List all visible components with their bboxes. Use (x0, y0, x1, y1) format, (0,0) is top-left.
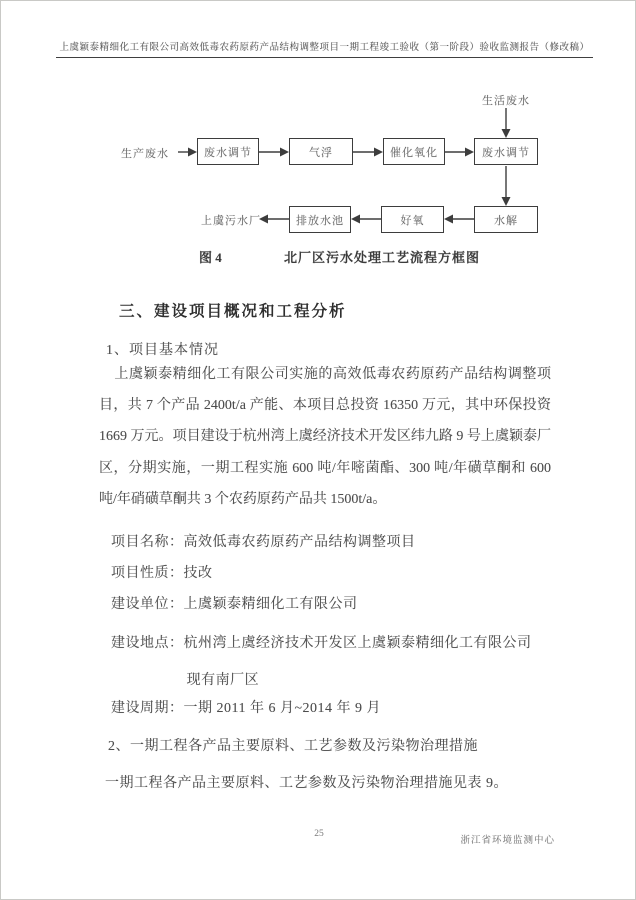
item-label: 建设地点： (111, 636, 184, 651)
item-label: 建设周期： (111, 701, 184, 716)
wastewater-process-flowchart (1, 86, 636, 246)
project-item-name (111, 531, 416, 551)
item-value: 高效低毒农药原药产品结构调整项目 (183, 535, 416, 550)
project-item-schedule (111, 697, 381, 717)
item-value: 技改 (183, 566, 213, 581)
page-number: 25 (314, 829, 324, 839)
item-label: 项目名称： (111, 535, 184, 550)
label-domestic-wastewater: 生活废水 (482, 95, 530, 107)
flowchart-box-discharge-pool: 排放水池 (289, 206, 351, 233)
label-destination-sewage-plant: 上虞污水厂 (201, 215, 261, 227)
item-label: 建设单位： (111, 597, 184, 612)
subsection-2-paragraph: 一期工程各产品主要原料、工艺参数及污染物治理措施见表 9。 (105, 776, 508, 791)
item-value: 一期 2011 年 6 月~2014 年 9 月 (183, 701, 382, 716)
section-heading: 三、建设项目概况和工程分析 (119, 303, 347, 320)
item-value: 上虞颖泰精细化工有限公司 (183, 597, 358, 612)
subsection-1-heading: 1、项目基本情况 (106, 343, 219, 358)
flowchart-box-hydrolysis: 水解 (474, 206, 538, 233)
document-header-title: 上虞颖泰精细化工有限公司高效低毒农药原药产品结构调整项目一期工程竣工验收（第一阶段）验收监测报告（修改稿） (56, 39, 593, 58)
project-item-nature (111, 562, 213, 582)
label-production-wastewater: 生产废水 (121, 148, 169, 160)
project-overview-paragraph: 上虞颖泰精细化工有限公司实施的高效低毒农药原药产品结构调整项目，共 7 个产品 2400t/a 产能、本项目总投资 16350 万元，其中环保投资 1669 万元。项目建设于杭州湾上虞经济技术开发区纬九路 9 号上虞颖泰厂区，分期实施，一期工程实施 600 吨/年嘧菌酯、300 吨/年磺草酮和 600 吨/年硝磺草酮共 3 个农药原药产品共 1500t/a。 (99, 367, 551, 507)
flowchart-box-catalytic-oxidation: 催化氧化 (383, 138, 445, 165)
figure-caption (1, 247, 636, 267)
item-label: 项目性质： (111, 566, 184, 581)
flowchart-box-air-flotation: 气浮 (289, 138, 353, 165)
flowchart-box-regulation-1: 废水调节 (197, 138, 259, 165)
flowchart-box-aerobic: 好氧 (381, 206, 444, 233)
figure-number: 图 4 (199, 250, 222, 265)
project-item-builder (111, 593, 358, 613)
figure-title: 北厂区污水处理工艺流程方框图 (284, 250, 481, 265)
item-value: 杭州湾上虞经济技术开发区上虞颖泰精细化工有限公司 (183, 636, 532, 651)
footer-organization: 浙江省环境监测中心 (460, 836, 555, 846)
item-value-line2: 现有南厂区 (186, 673, 260, 688)
flowchart-box-regulation-2: 废水调节 (474, 138, 538, 165)
project-item-location (111, 632, 532, 689)
subsection-2-heading: 2、一期工程各产品主要原料、工艺参数及污染物治理措施 (108, 739, 478, 754)
